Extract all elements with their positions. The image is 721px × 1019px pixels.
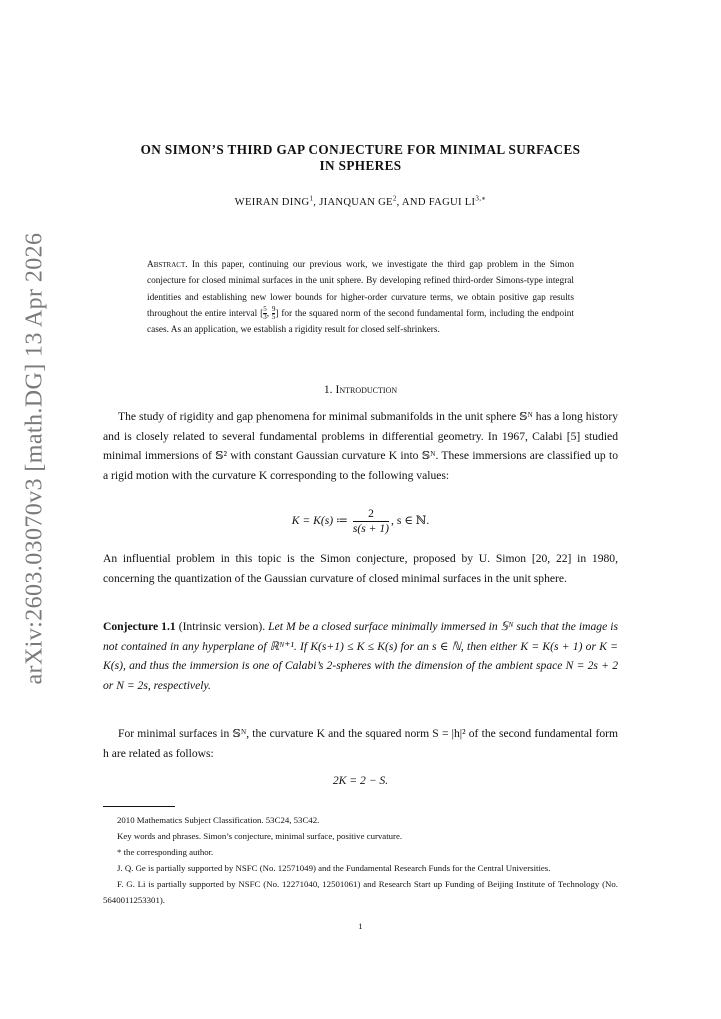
footnote-corresponding: * the corresponding author. — [117, 847, 214, 857]
author-2-affil: 2 — [392, 194, 397, 203]
section-title: Introduction — [335, 383, 398, 396]
footnote-keywords: Key words and phrases. Simon’s conjecture, minimal surface, positive curvature. — [117, 831, 403, 841]
abstract-interval: [ $\frac{5}{3}$ , $\frac{9}{5}$ ] — [260, 305, 279, 322]
author-list: WEIRAN DING$^1$, JIANQUAN $GE^2$, AND FAGUI $LI^{3,∗}$ — [234, 194, 487, 208]
intro-paragraph-2: An influential problem in this topic is the Simon conjecture, proposed by U. Simon [20, 22] in 1980, concerning the quantization of the Gaussian curvature of closed minimal surfaces in the unit sphere. — [103, 552, 618, 585]
abstract — [147, 257, 574, 338]
arxiv-sidebar-stamp: arXiv:2603.03070v3 [math.DG] 13 Apr 2026 — [21, 232, 48, 685]
footnote-funding-ge: J. Q. Ge is partially supported by NSFC (No. 12571049) and the Fundamental Research Funds for the Central Universities. — [117, 863, 551, 873]
author-3: FAGUI LI — [428, 197, 476, 208]
author-1: WEIRAN DING — [234, 197, 310, 208]
conjecture-label: Conjecture 1.1 — [103, 620, 176, 633]
equation-curvature-relation: 2K = 2 − S. — [332, 774, 389, 787]
page-number: 1 — [358, 921, 363, 931]
eq1-numerator: 2 — [353, 507, 389, 522]
author-2: JIANQUAN GE — [319, 197, 393, 208]
author-3-affil: 3,∗ — [475, 194, 487, 203]
intro-paragraph-1: The study of rigidity and gap phenomena for minimal submanifolds in the unit sphere 𝕊ᴺ has a long history and is closely related to several fundamental problems in differential geometry. In 1967, Calabi [5] studied minimal immersions of 𝕊² with constant Gaussian curvature K into 𝕊ᴺ. These immersions are classified up to a rigid motion with the curvature K corresponding to the following values: — [103, 410, 618, 482]
interval-a-num: 5 — [263, 305, 267, 314]
footnote-rule — [103, 806, 175, 807]
paper-title — [0, 142, 721, 173]
section-heading — [0, 383, 721, 396]
title-line-2: IN SPHERES — [319, 157, 402, 173]
title-line-1: ON SIMON’S THIRD GAP CONJECTURE FOR MINIMAL SURFACES — [140, 142, 581, 157]
conjecture-1-1 — [103, 617, 618, 695]
abstract-text-before: In this paper, continuing our previous work, we investigate the third gap problem in the Simon conjecture for closed minimal surfaces in the unit sphere. By developing refined third-order Simons-type integral identities and establishing new lower bounds for higher-order curvature terms, we obtain positive gap results throughout the entire interval — [147, 260, 574, 319]
conjecture-note: (Intrinsic version). — [178, 620, 266, 633]
footnote-msc: 2010 Mathematics Subject Classification. 53C24, 53C42. — [117, 815, 320, 825]
eq1-denominator: s(s + 1) — [352, 522, 390, 535]
equation-calabi-curvature — [103, 507, 618, 536]
author-1-affil: 1 — [309, 194, 314, 203]
interval-a-den: 3 — [263, 313, 267, 322]
footnotes — [103, 812, 618, 908]
interval-b-den: 5 — [271, 313, 276, 322]
eq1-rhs: , s ∈ ℕ. — [391, 514, 430, 528]
section-number: 1. — [323, 383, 333, 396]
abstract-text-after: for the squared norm of the second fundamental form, including the endpoint cases. As an application, we establish a rigidity result for closed self-shrinkers. — [147, 308, 575, 336]
intro-paragraph-3: For minimal surfaces in 𝕊ᴺ, the curvature K and the squared norm S = |h|² of the second fundamental form h are related as follows: — [103, 727, 618, 760]
abstract-label: Abstract. — [147, 260, 188, 270]
footnote-funding-li: F. G. Li is partially supported by NSFC (No. 12271040, 12501061) and Research Start up Funding of Beijing Institute of Technology (No. 5640011253301). — [103, 879, 618, 905]
conjecture-statement: Let M be a closed surface minimally immersed in 𝕊ᴺ such that the image is not contained in any hyperplane of ℝᴺ⁺¹. If K(s+1) ≤ K ≤ K(s) for an s ∈ ℕ, then either K = K(s + 1) or K = K(s), and thus the immersion is one of Calabi’s 2-spheres with the dimension of the ambient space N = 2s + 2 or N = 2s, respectively. — [103, 620, 618, 692]
eq1-lhs: K = K(s) ≔ — [291, 514, 348, 528]
eq1-fraction — [353, 507, 389, 536]
interval-b-num: 9 — [271, 305, 276, 314]
